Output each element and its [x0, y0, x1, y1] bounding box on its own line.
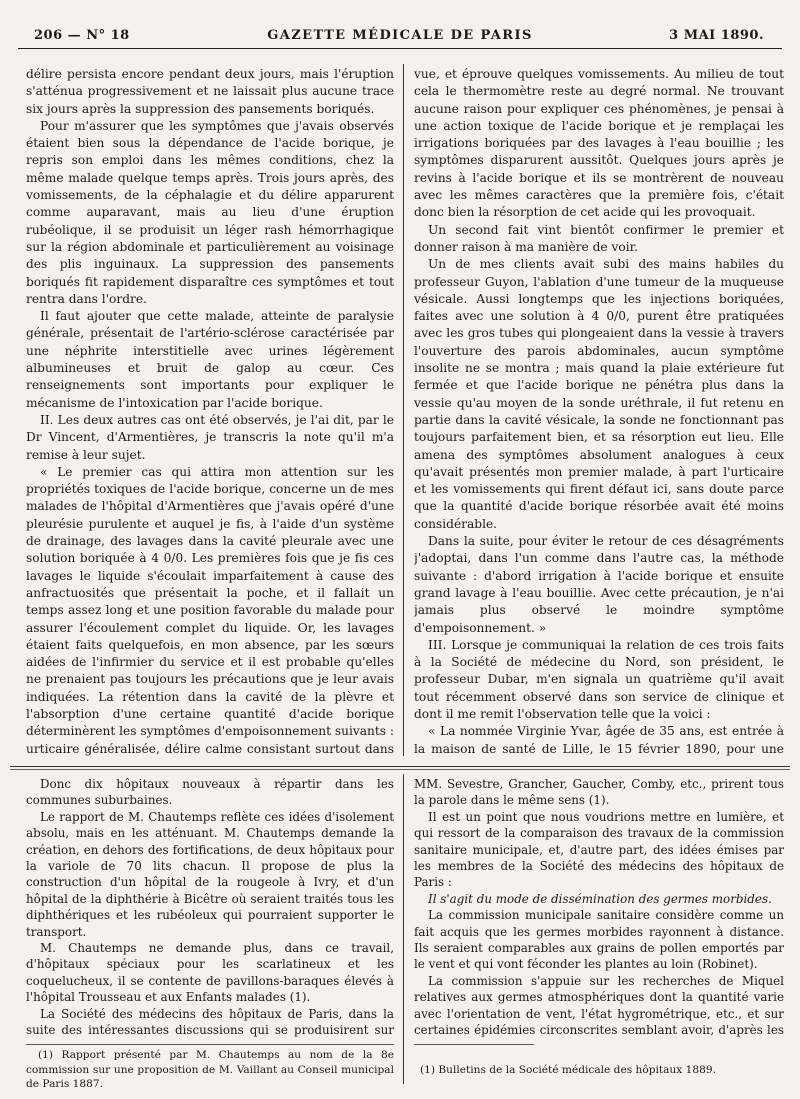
section-divider [10, 766, 790, 767]
paragraph: « Le premier cas qui attira mon attention sur les propriétés toxiques de l'acide borique, concerne un de mes malades de l'hôpital d'Armentières que j'avais opéré d'une pleurésie purulente et auquel je fis, à l'aide d'un système de drainage, des lavages dans la cavité pleurale avec une solution boriquée à 4 0/0. Les premières fois que je fis ces lavages le liquide s'écoulait imparfaitement à cause des anfractuosités que présentait la poche, et il fallait un temps assez long et une position favorable du malade pour assurer l'écoulement complet du liquide. Or, les lavages étaient faits quelquefois, en mon absence, par les sœurs aidées de l'infirmier du service et il est probable qu'elles ne prenaient pas toujours les précautions que je leur avais indiquées. La rétention dans la cavité de la plèvre et l'absorption d'une certaine quantité d'acide borique déterminèrent les symptômes d'empoisonnement suivants : urticaire généralisée, délire calme consistant surtout dans [26, 464, 394, 756]
paragraph: Il faut ajouter que cette malade, atteinte de paralysie générale, présentait de l'artério-sclérose caractérisée par une néphrite interstitielle avec urines légèrement albumineuses et bruit de galop au cœur. Ces renseignements sont importants pour expliquer le mécanisme de l'intoxication par l'acide borique. [26, 309, 394, 410]
journal-title: GAZETTE MÉDICALE DE PARIS [267, 28, 533, 43]
paragraph: La commission s'appuie sur les recherches de Miquel relatives aux germes atmosphériques dont la quantité varie avec l'orientation de vent, l'état hygrométrique, etc., et sur certaines épidémies circonscrites semblant avoir, d'après les [414, 973, 784, 1038]
footnote-left: (1) Rapport présenté par M. Chautemps au nom de la 8e commission sur une proposition de M. Vaillant au Conseil municipal de Paris 1887. [26, 1049, 394, 1090]
paragraph: délire persista encore pendant deux jours, mais l'éruption s'atténua progressivement et ne laissait plus aucune trace six jours après la suppression des pansements boriqués. [26, 67, 394, 116]
footnote-rule-right [414, 1044, 534, 1045]
paragraph: La Société des médecins des hôpitaux de Paris, dans la suite des intéressantes discussions qui se produisirent sur [26, 1006, 394, 1038]
section-divider-secondary [10, 769, 790, 770]
footnote-right: (1) Bulletins de la Société médicale des hôpitaux 1889. [420, 1064, 716, 1076]
paragraph: Donc dix hôpitaux nouveaux à répartir dans les communes suburbaines. [26, 777, 394, 808]
feuilleton-column-divider [403, 774, 404, 1084]
paragraph: Il s'agit du mode de dissémination des germes morbides. [428, 891, 772, 906]
page-header [18, 26, 782, 49]
paragraph: Un de mes clients avait subi des mains habiles du professeur Guyon, l'ablation d'une tumeur de la muqueuse vésicale. Aussi longtemps que les injections boriquées, faites avec une solution à 4 0/0, purent être pratiquées avec les gros tubes qui plongeaient dans la vessie à travers l'ouverture des parois abdominales, aucun symptôme insolite ne se montra ; mais quand la plaie extérieure fut fermée et que l'acide borique ne pénétra plus dans la vessie qu'au moyen de la sonde uréthrale, il fut retenu en partie dans la cavité vésicale, la sonde ne fonctionnant pas toujours parfaitement bien, et sa résorption eut lieu. Elle amena des symptômes absolument analogues à ceux qu'avait présentés mon premier malade, à part l'urticaire et les vomissements qui firent défaut ici, sans doute parce que la quantité d'acide borique résorbée avait été moins considérable. [414, 257, 784, 531]
feuilleton-column-right [414, 776, 784, 1038]
paragraph: III. Lorsque je communiquai la relation de ces trois faits à la Société de médecine du Nord, son président, le professeur Dubar, m'en signala un quatrième qu'il avait tout récemment observé dans son service de clinique et dont il me remit l'observation telle que la voici : [414, 637, 784, 721]
paragraph: « La nommée Virginie Yvar, âgée de 35 ans, est entrée à la maison de santé de Lille, le 15 février 1890, pour une [414, 724, 784, 756]
paragraph: MM. Sevestre, Grancher, Gaucher, Comby, etc., prirent tous la parole dans le même sens (1). [414, 777, 784, 808]
paragraph: vue, et éprouve quelques vomissements. Au milieu de tout cela le thermomètre reste au degré normal. Ne trouvant aucune raison pour expliquer ces phénomènes, je pensai à une action toxique de l'acide borique et je remplaçai les irrigations boriquées par des lavages à l'eau bouillie ; les symptômes disparurent aussitôt. Quelques jours après je revins à l'acide borique et ils se montrèrent de nouveau avec les mêmes caractères que la première fois, c'était donc bien la résorption de cet acide qui les provoquait. [414, 67, 784, 220]
feuilleton-column-left [26, 776, 394, 1038]
paragraph: Pour m'assurer que les symptômes que j'avais observés étaient bien sous la dépendance de l'acide borique, je repris son emploi dans les mêmes conditions, chez la même malade quelque temps après. Trois jours après, des vomissements, de la céphalagie et du délire apparurent comme auparavant, mais au lieu d'une éruption rubéolique, il se produisit un léger rash hémorrhagique sur la région abdominale et particulièrement au voisinage des plis inguinaux. La suppression des pansements boriqués fit rapidement disparaître ces symptômes et tout rentra dans l'ordre. [26, 118, 394, 306]
paragraph: La commission municipale sanitaire considère comme un fait acquis que les germes morbides rayonnent à distance. Ils seraient comparables aux grains de pollen emportés par le vent et qui vont féconder les plantes au loin (Robinet). [414, 908, 784, 972]
paragraph: Un second fait vint bientôt confirmer le premier et donner raison à ma manière de voir. [414, 222, 784, 254]
paragraph: Le rapport de M. Chautemps reflète ces idées d'isolement absolu, mais en les atténuant. M. Chautemps demande la création, en dehors des fortifications, de deux hôpitaux pour la variole de 70 lits chacun. Il propose de plus la construction d'un hôpital de la rougeole à Ivry, et d'un hôpital de la diphthérie à Bicêtre où seraient traités tous les diphthériques et les rubéoleux qui pourraient supporter le transport. [26, 809, 394, 939]
article-column-left [26, 66, 394, 756]
article-column-right [414, 66, 784, 756]
issue-date: 3 MAI 1890. [669, 28, 764, 43]
paragraph: II. Les deux autres cas ont été observés, je l'ai dit, par le Dr Vincent, d'Armentières, je transcris la note qu'il m'a remise à leur sujet. [26, 412, 394, 462]
footnote-rule-left [26, 1044, 394, 1045]
paragraph: Dans la suite, pour éviter le retour de ces désagréments j'adoptai, dans l'un comme dans l'autre cas, la méthode suivante : d'abord irrigation à l'acide borique et ensuite grand lavage à l'eau bouillie. Avec cette précaution, je n'ai jamais plus observé le moindre symptôme d'empoisonnement. » [414, 534, 784, 635]
page-number: 206 — N° 18 [34, 28, 130, 43]
paragraph: Il est un point que nous voudrions mettre en lumière, et qui ressort de la comparaison des travaux de la commission sanitaire municipale, et, d'autre part, des idées émises par les membres de la Société des médecins des hôpitaux de Paris : [414, 809, 784, 890]
column-divider [403, 64, 404, 756]
paragraph: M. Chautemps ne demande plus, dans ce travail, d'hôpitaux spéciaux pour les scarlatineux et les coquelucheux, il se contente de pavillons-baraques élevés à l'hôpital Trousseau et aux Enfants malades (1). [26, 941, 394, 1005]
